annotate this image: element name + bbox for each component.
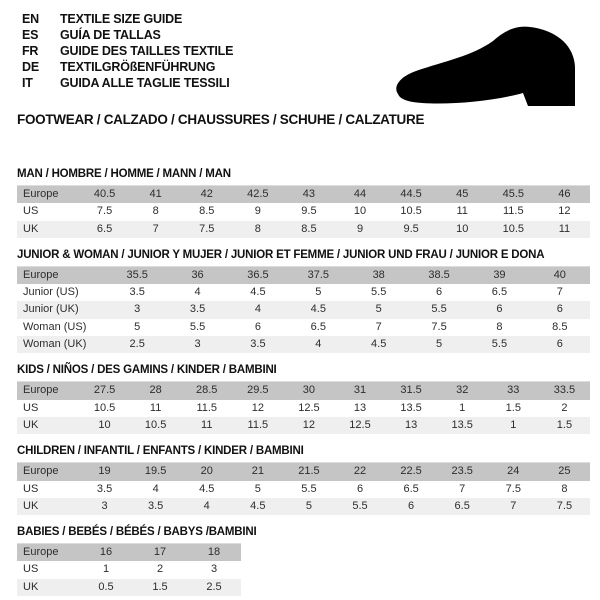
size-value-cell: 13.5 xyxy=(386,400,437,417)
legend-row xyxy=(22,43,233,59)
legend-language-label: GUÍA DE TALLAS xyxy=(60,28,161,42)
table-row xyxy=(17,498,590,515)
size-value-cell: 40 xyxy=(530,266,590,284)
size-value-cell: 17 xyxy=(133,544,187,562)
size-value-cell: 9.5 xyxy=(386,221,437,238)
size-value-cell: 7.5 xyxy=(539,498,590,515)
size-value-cell: 10.5 xyxy=(488,221,539,238)
size-value-cell: 4.5 xyxy=(349,336,409,353)
size-value-cell: 4 xyxy=(288,336,348,353)
size-value-cell: 2.5 xyxy=(107,336,167,353)
size-value-cell: 11 xyxy=(539,221,590,238)
size-value-cell: 1.5 xyxy=(539,417,590,434)
table-header-row xyxy=(17,463,590,481)
table-row xyxy=(17,400,590,417)
row-label: Europe xyxy=(17,544,79,562)
size-value-cell: 4 xyxy=(181,498,232,515)
size-value-cell: 20 xyxy=(181,463,232,481)
size-value-cell: 36 xyxy=(167,266,227,284)
size-value-cell: 13 xyxy=(334,400,385,417)
size-value-cell: 43 xyxy=(283,186,334,204)
size-value-cell: 44.5 xyxy=(386,186,437,204)
size-value-cell: 45.5 xyxy=(488,186,539,204)
table-row xyxy=(17,301,590,318)
size-value-cell: 6.5 xyxy=(437,498,488,515)
legend-row xyxy=(22,59,233,75)
size-value-cell: 8 xyxy=(232,221,283,238)
row-label: US xyxy=(17,203,79,220)
size-value-cell: 5 xyxy=(288,284,348,301)
size-value-cell: 33.5 xyxy=(539,382,590,400)
size-table-title: BABIES / BEBÉS / BÉBÉS / BABYS /BAMBINI xyxy=(17,526,257,539)
size-value-cell: 11.5 xyxy=(232,417,283,434)
size-value-cell: 3.5 xyxy=(167,301,227,318)
size-value-cell: 40.5 xyxy=(79,186,130,204)
size-value-cell: 28.5 xyxy=(181,382,232,400)
size-value-cell: 6.5 xyxy=(386,481,437,498)
size-value-cell: 9 xyxy=(334,221,385,238)
size-value-cell: 8.5 xyxy=(181,203,232,220)
legend-language-code: FR xyxy=(22,44,39,58)
table-header-row xyxy=(17,266,590,284)
size-value-cell: 4 xyxy=(130,481,181,498)
size-value-cell: 5.5 xyxy=(283,481,334,498)
size-value-cell: 7 xyxy=(130,221,181,238)
size-value-cell: 6 xyxy=(386,498,437,515)
size-value-cell: 6.5 xyxy=(288,319,348,336)
size-table-section xyxy=(17,168,590,238)
size-value-cell: 12 xyxy=(283,417,334,434)
table-row xyxy=(17,336,590,353)
size-value-cell: 4 xyxy=(228,301,288,318)
size-value-cell: 8 xyxy=(130,203,181,220)
size-value-cell: 46 xyxy=(539,186,590,204)
size-value-cell: 4 xyxy=(167,284,227,301)
row-label: UK xyxy=(17,417,79,434)
size-value-cell: 8 xyxy=(469,319,529,336)
size-value-cell: 4.5 xyxy=(181,481,232,498)
size-value-cell: 9.5 xyxy=(283,203,334,220)
size-value-cell: 10 xyxy=(79,417,130,434)
size-value-cell: 5.5 xyxy=(409,301,469,318)
size-value-cell: 38.5 xyxy=(409,266,469,284)
size-value-cell: 1 xyxy=(488,417,539,434)
size-value-cell: 3.5 xyxy=(79,481,130,498)
size-value-cell: 18 xyxy=(187,544,241,562)
size-value-cell: 3 xyxy=(187,561,241,578)
row-label: Junior (UK) xyxy=(17,301,107,318)
size-value-cell: 39 xyxy=(469,266,529,284)
legend-language-label: TEXTILE SIZE GUIDE xyxy=(60,12,183,26)
size-value-cell: 11.5 xyxy=(488,203,539,220)
size-value-cell: 45 xyxy=(437,186,488,204)
size-value-cell: 8 xyxy=(539,481,590,498)
row-label: US xyxy=(17,400,79,417)
row-label: Europe xyxy=(17,186,79,204)
size-value-cell: 7.5 xyxy=(409,319,469,336)
size-value-cell: 10.5 xyxy=(130,417,181,434)
size-value-cell: 44 xyxy=(334,186,385,204)
size-value-cell: 7 xyxy=(437,481,488,498)
size-value-cell: 6 xyxy=(334,481,385,498)
table-row xyxy=(17,579,241,596)
size-value-cell: 33 xyxy=(488,382,539,400)
size-value-cell: 12.5 xyxy=(283,400,334,417)
table-row xyxy=(17,319,590,336)
row-label: US xyxy=(17,561,79,578)
size-tables xyxy=(17,168,590,600)
size-value-cell: 2 xyxy=(539,400,590,417)
size-value-cell: 36.5 xyxy=(228,266,288,284)
table-row xyxy=(17,284,590,301)
size-value-cell: 11 xyxy=(181,417,232,434)
size-table xyxy=(17,266,590,353)
row-label: Woman (UK) xyxy=(17,336,107,353)
legend-row xyxy=(22,75,233,91)
size-value-cell: 31 xyxy=(334,382,385,400)
size-value-cell: 5.5 xyxy=(349,284,409,301)
size-value-cell: 8.5 xyxy=(283,221,334,238)
row-label: Junior (US) xyxy=(17,284,107,301)
shoe-icon xyxy=(390,16,590,112)
size-value-cell: 4.5 xyxy=(288,301,348,318)
size-value-cell: 28 xyxy=(130,382,181,400)
size-value-cell: 13.5 xyxy=(437,417,488,434)
legend-language-label: GUIDA ALLE TAGLIE TESSILI xyxy=(60,76,230,90)
table-header-row xyxy=(17,186,590,204)
size-value-cell: 31.5 xyxy=(386,382,437,400)
table-header-row xyxy=(17,544,241,562)
size-value-cell: 2.5 xyxy=(187,579,241,596)
size-value-cell: 5 xyxy=(409,336,469,353)
size-value-cell: 5 xyxy=(107,319,167,336)
size-value-cell: 12.5 xyxy=(334,417,385,434)
size-value-cell: 30 xyxy=(283,382,334,400)
size-value-cell: 21 xyxy=(232,463,283,481)
size-table-title: MAN / HOMBRE / HOMME / MANN / MAN xyxy=(17,168,231,180)
size-value-cell: 22 xyxy=(334,463,385,481)
size-value-cell: 22.5 xyxy=(386,463,437,481)
size-value-cell: 7.5 xyxy=(79,203,130,220)
size-table-section xyxy=(17,364,590,434)
legend-language-label: TEXTILGRÖßENFÜHRUNG xyxy=(60,60,216,74)
size-value-cell: 5.5 xyxy=(334,498,385,515)
size-value-cell: 1 xyxy=(437,400,488,417)
row-label: Europe xyxy=(17,463,79,481)
table-row xyxy=(17,417,590,434)
size-value-cell: 7.5 xyxy=(181,221,232,238)
table-row xyxy=(17,561,241,578)
size-table xyxy=(17,462,590,515)
size-value-cell: 10 xyxy=(437,221,488,238)
size-value-cell: 5.5 xyxy=(167,319,227,336)
size-value-cell: 29.5 xyxy=(232,382,283,400)
size-value-cell: 8.5 xyxy=(530,319,590,336)
size-value-cell: 3 xyxy=(107,301,167,318)
size-value-cell: 5 xyxy=(283,498,334,515)
size-value-cell: 7.5 xyxy=(488,481,539,498)
row-label: Europe xyxy=(17,382,79,400)
size-table-section xyxy=(17,445,590,515)
size-value-cell: 6 xyxy=(228,319,288,336)
size-value-cell: 42 xyxy=(181,186,232,204)
size-table-title: JUNIOR & WOMAN / JUNIOR Y MUJER / JUNIOR ET FEMME / JUNIOR UND FRAU / JUNIOR E DONA xyxy=(17,248,545,261)
size-value-cell: 7 xyxy=(488,498,539,515)
size-value-cell: 5.5 xyxy=(469,336,529,353)
table-row xyxy=(17,203,590,220)
size-value-cell: 25 xyxy=(539,463,590,481)
size-value-cell: 19.5 xyxy=(130,463,181,481)
size-value-cell: 11 xyxy=(437,203,488,220)
size-value-cell: 6 xyxy=(530,336,590,353)
category-title: FOOTWEAR / CALZADO / CHAUSSURES / SCHUHE / CALZATURE xyxy=(17,112,425,127)
size-value-cell: 5 xyxy=(349,301,409,318)
size-table-section xyxy=(17,526,590,596)
row-label: UK xyxy=(17,221,79,238)
size-value-cell: 1.5 xyxy=(133,579,187,596)
size-value-cell: 3 xyxy=(167,336,227,353)
size-value-cell: 21.5 xyxy=(283,463,334,481)
size-table xyxy=(17,543,241,596)
size-value-cell: 6 xyxy=(469,301,529,318)
size-value-cell: 6 xyxy=(409,284,469,301)
size-value-cell: 1.5 xyxy=(488,400,539,417)
legend-language-label: GUIDE DES TAILLES TEXTILE xyxy=(60,44,234,58)
size-value-cell: 6 xyxy=(530,301,590,318)
size-value-cell: 24 xyxy=(488,463,539,481)
row-label: Europe xyxy=(17,266,107,284)
language-legend xyxy=(22,11,233,91)
row-label: UK xyxy=(17,498,79,515)
size-value-cell: 4.5 xyxy=(232,498,283,515)
size-value-cell: 7 xyxy=(530,284,590,301)
size-table xyxy=(17,381,590,434)
size-value-cell: 35.5 xyxy=(107,266,167,284)
size-table-title: CHILDREN / INFANTIL / ENFANTS / KINDER / BAMBINI xyxy=(17,445,304,458)
size-value-cell: 10 xyxy=(334,203,385,220)
size-value-cell: 32 xyxy=(437,382,488,400)
legend-language-code: ES xyxy=(22,28,39,42)
row-label: UK xyxy=(17,579,79,596)
size-value-cell: 9 xyxy=(232,203,283,220)
size-value-cell: 7 xyxy=(349,319,409,336)
size-value-cell: 19 xyxy=(79,463,130,481)
size-value-cell: 4.5 xyxy=(228,284,288,301)
legend-language-code: EN xyxy=(22,12,39,26)
size-value-cell: 10.5 xyxy=(79,400,130,417)
size-value-cell: 3.5 xyxy=(228,336,288,353)
size-value-cell: 0.5 xyxy=(79,579,133,596)
size-value-cell: 42.5 xyxy=(232,186,283,204)
legend-language-code: DE xyxy=(22,60,39,74)
row-label: US xyxy=(17,481,79,498)
size-value-cell: 6.5 xyxy=(469,284,529,301)
size-table-title: KIDS / NIÑOS / DES GAMINS / KINDER / BAMBINI xyxy=(17,364,277,377)
legend-row xyxy=(22,11,233,27)
size-value-cell: 3 xyxy=(79,498,130,515)
size-value-cell: 23.5 xyxy=(437,463,488,481)
size-value-cell: 5 xyxy=(232,481,283,498)
size-value-cell: 11.5 xyxy=(181,400,232,417)
size-value-cell: 12 xyxy=(539,203,590,220)
legend-language-code: IT xyxy=(22,76,33,90)
size-value-cell: 37.5 xyxy=(288,266,348,284)
size-value-cell: 27.5 xyxy=(79,382,130,400)
size-value-cell: 3.5 xyxy=(130,498,181,515)
size-value-cell: 6.5 xyxy=(79,221,130,238)
size-table xyxy=(17,185,590,238)
size-value-cell: 3.5 xyxy=(107,284,167,301)
size-value-cell: 12 xyxy=(232,400,283,417)
legend-row xyxy=(22,27,233,43)
row-label: Woman (US) xyxy=(17,319,107,336)
table-row xyxy=(17,481,590,498)
table-row xyxy=(17,221,590,238)
size-value-cell: 16 xyxy=(79,544,133,562)
table-header-row xyxy=(17,382,590,400)
size-value-cell: 2 xyxy=(133,561,187,578)
size-value-cell: 10.5 xyxy=(386,203,437,220)
size-value-cell: 13 xyxy=(386,417,437,434)
size-value-cell: 38 xyxy=(349,266,409,284)
size-value-cell: 1 xyxy=(79,561,133,578)
size-value-cell: 11 xyxy=(130,400,181,417)
size-value-cell: 41 xyxy=(130,186,181,204)
size-table-section xyxy=(17,249,590,353)
